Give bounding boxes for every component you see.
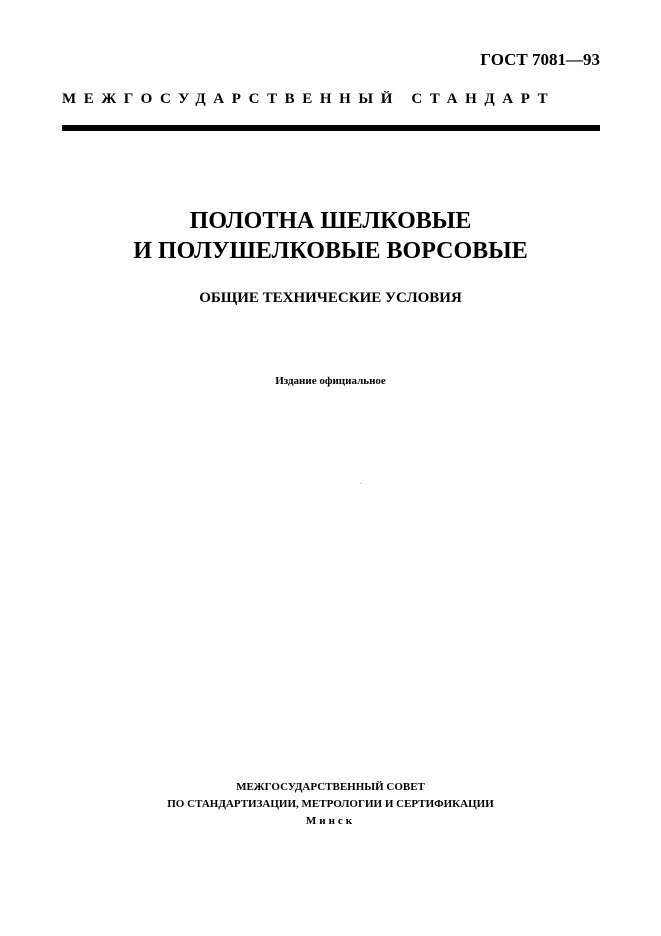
edition-note: Издание официальное <box>275 375 386 387</box>
title-line-2: И ПОЛУШЕЛКОВЫЕ ВОРСОВЫЕ <box>133 238 528 264</box>
publisher-line-2: ПО СТАНДАРТИЗАЦИИ, МЕТРОЛОГИИ И СЕРТИФИКАЦИИ <box>167 798 494 810</box>
header-rule <box>62 125 600 131</box>
title-line-1: ПОЛОТНА ШЕЛКОВЫЕ <box>189 208 472 234</box>
publisher-block <box>0 779 661 830</box>
publisher-city: Минск <box>305 815 356 827</box>
publisher-line-1: МЕЖГОСУДАРСТВЕННЫЙ СОВЕТ <box>236 781 425 793</box>
document-subtitle: ОБЩИЕ ТЕХНИЧЕСКИЕ УСЛОВИЯ <box>199 290 462 306</box>
document-title <box>0 206 661 266</box>
scan-speck <box>360 483 361 484</box>
standard-code: ГОСТ 7081—93 <box>480 50 600 69</box>
standard-type-banner: МЕЖГОСУДАРСТВЕННЫЙ СТАНДАРТ <box>62 91 556 107</box>
